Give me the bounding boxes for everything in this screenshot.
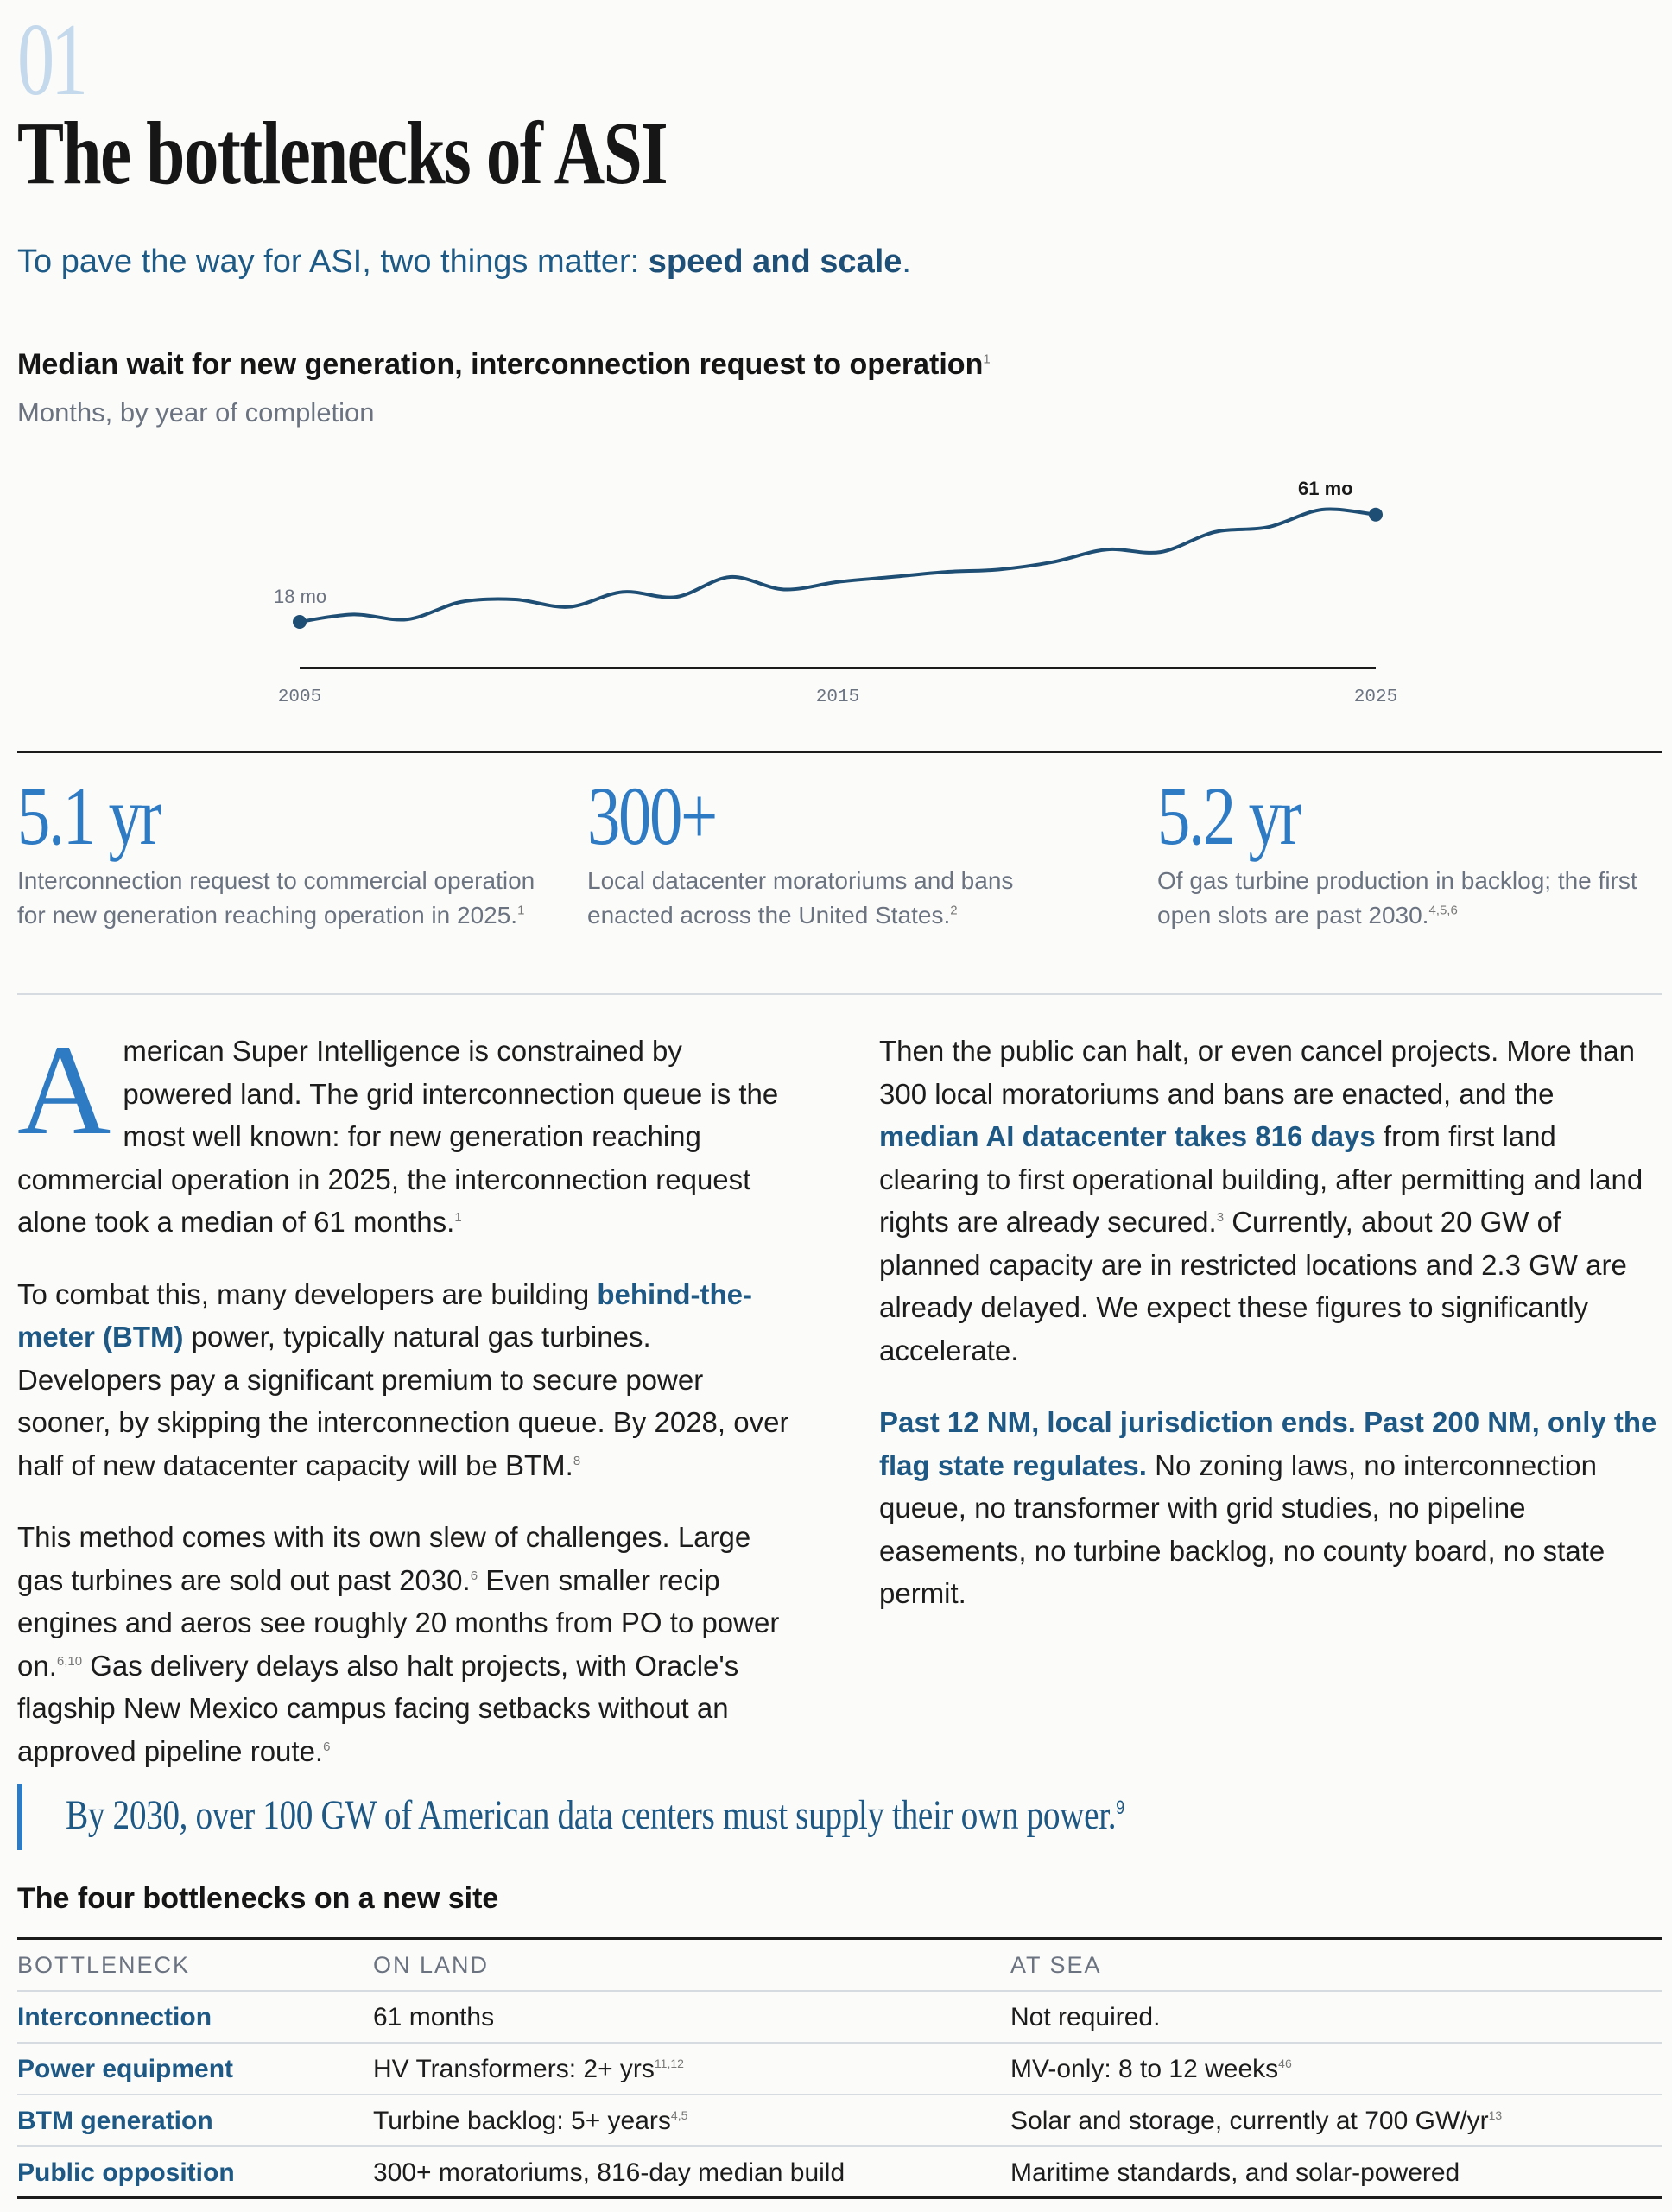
row-on-land [373, 2147, 845, 2199]
x-tick-label: 2015 [815, 688, 860, 707]
end-point-marker [1369, 508, 1383, 522]
stat-footnote: 4,5,6 [1428, 903, 1458, 918]
table-row [17, 2095, 1662, 2147]
body-column-left [17, 1018, 799, 1802]
paragraph-text: Even smaller recip engines and aeros see roughly 20 months from PO to power on. [17, 1563, 780, 1682]
stat-description [1157, 864, 1672, 933]
section-title: The bottlenecks of ASI [17, 104, 668, 203]
x-tick-label: 2005 [277, 688, 322, 707]
footnote-ref: 9 [1116, 1797, 1124, 1818]
footnote-ref: 11,12 [654, 2057, 684, 2070]
stat-value: 5.1 yr [17, 770, 160, 862]
paragraph-4 [879, 1030, 1662, 1372]
row-bottleneck: BTM generation [17, 2107, 213, 2135]
paragraph-text: Currently, about 20 GW of planned capacity are in restricted locations and 2.3 GW are already delayed. We expect these figures to significantly accelerate. [879, 1206, 1627, 1366]
paragraph-text: This method comes with its own slew of challenges. Large gas turbines are sold out past 2030. [17, 1521, 751, 1596]
paragraph-text: Gas delivery delays also halt projects, with Oracle's flagship New Mexico campus facing setbacks without an approved pipeline route. [17, 1649, 739, 1767]
cell-text: Not required. [1010, 2003, 1161, 2031]
lede-emphasis: speed and scale [648, 244, 902, 280]
footnote-ref: 3 [1216, 1210, 1225, 1225]
lede-prefix: To pave the way for ASI, two things matter: [17, 244, 649, 280]
stat-description-text: Local datacenter moratoriums and bans enacted across the United States. [587, 867, 1014, 929]
bottlenecks-table [17, 1938, 1662, 2199]
stats-bottom-rule [17, 993, 1662, 995]
x-tick-label: 2025 [1353, 688, 1398, 707]
paragraph-text: merican Super Intelligence is constrained by powered land. The grid interconnection queue is the most well known: for new generation reaching commercial operation in 2025, the interconnection request alone took a median of 61 months. [17, 1035, 779, 1238]
page [17, 0, 1662, 2212]
row-at-sea [1010, 2044, 1292, 2095]
row-at-sea [1010, 1992, 1160, 2044]
column-header-at-sea: AT SEA [1010, 1952, 1102, 1978]
paragraph-text: No zoning laws, no interconnection queue, no transformer with grid studies, no pipeline easements, no turbine backlog, no county board, no state permit. [879, 1448, 1606, 1609]
stat-footnote: 1 [517, 903, 525, 918]
paragraph-3 [17, 1516, 799, 1772]
stat-turbine-backlog [1157, 769, 1672, 933]
row-at-sea [1010, 2147, 1460, 2199]
cell-text: HV Transformers: 2+ yrs [373, 2055, 655, 2083]
paragraph-text: To combat this, many developers are building [17, 1277, 598, 1310]
row-on-land [373, 1992, 494, 2044]
start-value-label: 18 mo [274, 586, 327, 607]
stat-description [587, 864, 1105, 933]
highlight-816-days: median AI datacenter takes 816 days [879, 1120, 1376, 1152]
table-row [17, 2044, 1662, 2095]
cell-text: Maritime standards, and solar-powered [1010, 2158, 1460, 2187]
footnote-ref: 6 [470, 1568, 478, 1583]
footnote-ref: 6,10 [56, 1653, 83, 1669]
lede [17, 240, 911, 283]
row-bottleneck: Interconnection [17, 2003, 212, 2031]
stats-top-rule [17, 751, 1662, 753]
row-bottleneck: Power equipment [17, 2055, 234, 2083]
highlight-btm: behind-the-meter (BTM) [17, 1277, 753, 1353]
table-header-row [17, 1938, 1662, 1992]
cell-text: Turbine backlog: 5+ years [373, 2107, 671, 2135]
line-chart [17, 449, 1662, 717]
stat-description-text: Interconnection request to commercial operation for new generation reaching operation in 2025. [17, 867, 535, 929]
paragraph-2 [17, 1273, 799, 1487]
series-line [300, 510, 1376, 622]
cell-text: 61 months [373, 2003, 495, 2031]
pull-quote [66, 1790, 1124, 1841]
footnote-ref: 8 [573, 1453, 581, 1468]
start-point-marker [293, 615, 307, 629]
row-on-land [373, 2044, 684, 2095]
footnote-ref: 13 [1488, 2108, 1503, 2122]
paragraph-5 [879, 1401, 1662, 1615]
row-at-sea [1010, 2095, 1502, 2147]
lede-suffix: . [902, 244, 911, 280]
footnote-ref: 6 [323, 1739, 331, 1754]
body-column-right [879, 1030, 1662, 1645]
stat-interconnection [17, 769, 535, 933]
chart-title-text: Median wait for new generation, interconnection request to operation [17, 348, 984, 381]
drop-cap: A [17, 1018, 111, 1162]
column-header-bottleneck: BOTTLENECK [17, 1952, 191, 1978]
table-row [17, 2147, 1662, 2199]
stat-footnote: 2 [950, 903, 958, 918]
cell-text: Solar and storage, currently at 700 GW/yr [1010, 2107, 1489, 2135]
pull-quote-text: By 2030, over 100 GW of American data centers must supply their own power. [66, 1792, 1117, 1838]
paragraph-text: power, typically natural gas turbines. Developers pay a significant premium to secure power sooner, by skipping the interconnection queue. By 2028, over half of new datacenter capacity will be BTM. [17, 1321, 789, 1481]
paragraph-text: from first land clearing to first operational building, after permitting and land rights are already secured. [879, 1120, 1644, 1238]
footnote-ref: 46 [1278, 2057, 1292, 2070]
section-number: 01 [17, 2, 85, 117]
row-on-land [373, 2095, 687, 2147]
end-value-label: 61 mo [1298, 477, 1353, 499]
stat-moratoriums [587, 769, 1105, 933]
pull-quote-bar [17, 1784, 22, 1850]
footnote-ref: 4,5 [670, 2108, 688, 2122]
chart-title [17, 345, 991, 383]
paragraph-text: Then the public can halt, or even cancel projects. More than 300 local moratoriums and bans are enacted, and the [879, 1035, 1635, 1110]
table-title: The four bottlenecks on a new site [17, 1882, 499, 1915]
stat-description [17, 864, 535, 933]
column-header-on-land: ON LAND [373, 1952, 490, 1978]
chart-title-footnote: 1 [983, 352, 991, 367]
footnote-ref: 1 [454, 1210, 462, 1225]
stat-description-text: Of gas turbine production in backlog; the first open slots are past 2030. [1157, 867, 1637, 929]
stat-value: 300+ [587, 770, 716, 862]
chart-subtitle: Months, by year of completion [17, 397, 375, 428]
paragraph-1 [17, 1018, 799, 1244]
cell-text: 300+ moratoriums, 816-day median build [373, 2158, 846, 2187]
highlight-jurisdiction: Past 12 NM, local jurisdiction ends. Past 200 NM, only the flag state regulates. [879, 1406, 1657, 1481]
stat-value: 5.2 yr [1157, 770, 1300, 862]
row-bottleneck: Public opposition [17, 2158, 235, 2187]
table-row [17, 1992, 1662, 2044]
cell-text: MV-only: 8 to 12 weeks [1010, 2055, 1279, 2083]
